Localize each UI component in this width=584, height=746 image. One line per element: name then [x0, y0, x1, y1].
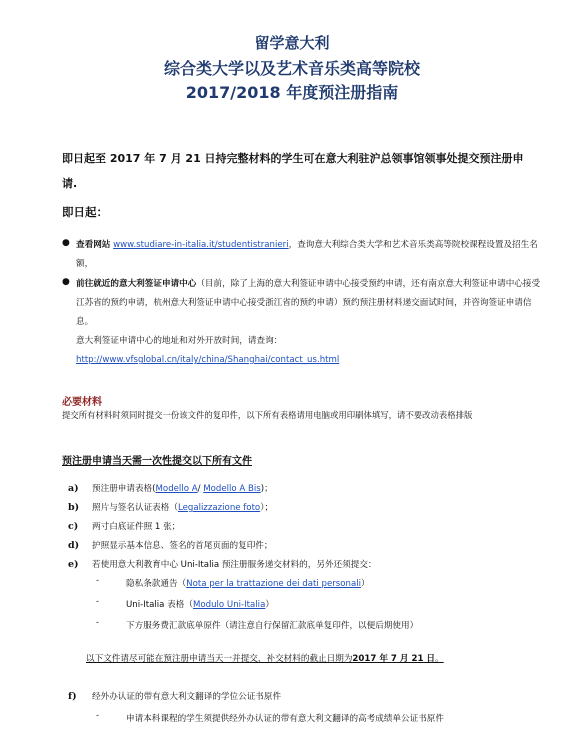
- modello-a-bis-link[interactable]: Modello A Bis: [203, 484, 261, 494]
- legalizzazione-foto-link[interactable]: Legalizzazione foto: [177, 503, 261, 513]
- section-title: 必要材料: [62, 397, 102, 408]
- item-end: )；: [260, 484, 273, 494]
- bullet-visa-lead: 前往就近的意大利签证申请中心: [76, 279, 197, 289]
- item-mark: b): [68, 502, 80, 513]
- item-text: 照片与签名认证表格（: [92, 503, 178, 513]
- item-b: [68, 501, 273, 513]
- dash-icon: -: [96, 597, 100, 607]
- item-text: 经外办认证的带有意大利文翻译的学位公证书原件: [92, 692, 282, 702]
- bullet-website-lead: 查看网站: [76, 240, 111, 250]
- note-text: 以下文件请尽可能在预注册申请当天一并提交，补交材料的截止日期为: [86, 654, 353, 664]
- bullet-dot-icon: ●: [62, 238, 70, 248]
- sub-item-text: 隐私条款通告（: [126, 579, 187, 589]
- item-e: [68, 558, 377, 570]
- title-line-2: 综合类大学以及艺术音乐类高等院校: [163, 59, 420, 78]
- sub-item-uni-italia: [126, 598, 274, 610]
- item-text: 若使用意大利教育中心 Uni-Italia 预注册服务递交材料的，另外还须提交：: [92, 560, 377, 570]
- bullet-visa-rest: （目前，除了上海的意大利签证申请中心接受预约申请，还有南京意大利签证申请中心接受江苏省的预约申请，杭州意大利签证申请中心接受浙江省的预约申请）预约预注册材料递交面试时间，并咨询签证申请信息。: [76, 279, 541, 327]
- item-text: 两寸白底证件照 1 张；: [92, 522, 181, 532]
- intro-paragraph: 即日起至 2017 年 7 月 21 日持完整材料的学生可在意大利驻沪总领事馆领事处提交预注册申请.: [62, 152, 524, 190]
- item-mark: e): [68, 559, 79, 570]
- item-f: [68, 690, 281, 702]
- item-mark: d): [68, 540, 80, 551]
- deadline-note: [86, 652, 444, 664]
- item-text: 预注册申请表格(: [92, 484, 156, 494]
- bullet-website-rest: ，查询意大利综合类大学和艺术音乐类高等院校课程设置及招生名额，: [76, 240, 538, 269]
- item-mark: c): [68, 521, 79, 532]
- item-text: 护照显示基本信息、签名的首尾页面的复印件；: [92, 541, 273, 551]
- documents-heading: 预注册申请当天需一次性提交以下所有文件: [62, 456, 252, 467]
- sub-item-gaokao: [126, 712, 444, 724]
- bullet-visa-line2: 意大利签证申请中心的地址和对外开放时间，请查询：: [76, 336, 283, 346]
- privacy-note-link[interactable]: Nota per la trattazione dei dati personali: [186, 579, 361, 589]
- bullet-dot-icon: ●: [62, 277, 70, 287]
- title-line-1: 留学意大利: [254, 34, 330, 52]
- bullet-website: [76, 236, 546, 274]
- sub-item-text: 申请本科课程的学生须提供经外办认证的带有意大利文翻译的高考成绩单公证书原件: [126, 714, 444, 724]
- dash-icon: -: [96, 711, 100, 721]
- item-end: ）；: [260, 503, 274, 513]
- sub-item-text: 下方服务费汇款底单原件（请注意自行保留汇款底单复印件，以便后期使用）: [126, 621, 419, 631]
- dash-icon: -: [96, 576, 100, 586]
- item-d: [68, 539, 272, 551]
- item-c: [68, 520, 180, 532]
- vfs-link[interactable]: http://www.vfsglobal.cn/italy/china/Shanghai/contact_us.html: [76, 355, 340, 365]
- note-end: 。: [435, 654, 444, 664]
- sub-item-privacy: [126, 577, 370, 589]
- website-link[interactable]: www.studiare-in-italia.it/studentistranieri: [113, 240, 289, 250]
- since-label: 即日起：: [62, 205, 108, 219]
- item-sep: /: [197, 484, 204, 494]
- modello-a-link[interactable]: Modello A: [155, 484, 198, 494]
- deadline-date: 2017 年 7 月 21 日: [352, 654, 436, 664]
- sub-item-end: ）: [265, 600, 274, 610]
- item-mark: a): [68, 483, 79, 494]
- section-body: 提交所有材料时须同时提交一份该文件的复印件，以下所有表格请用电脑或用印刷体填写，请不要改动表格排版: [62, 410, 473, 420]
- bullet-visa-center: [76, 275, 546, 370]
- dash-icon: -: [96, 618, 100, 628]
- sub-item-end: ）: [360, 579, 370, 589]
- title-line-3: 2017/2018 年度预注册指南: [185, 83, 399, 102]
- modulo-uni-italia-link[interactable]: Modulo Uni-Italia: [192, 600, 266, 610]
- sub-item-receipt: [126, 619, 418, 631]
- item-mark: f): [68, 691, 77, 702]
- item-a: [68, 482, 273, 494]
- sub-item-text: Uni-Italia 表格（: [126, 600, 193, 610]
